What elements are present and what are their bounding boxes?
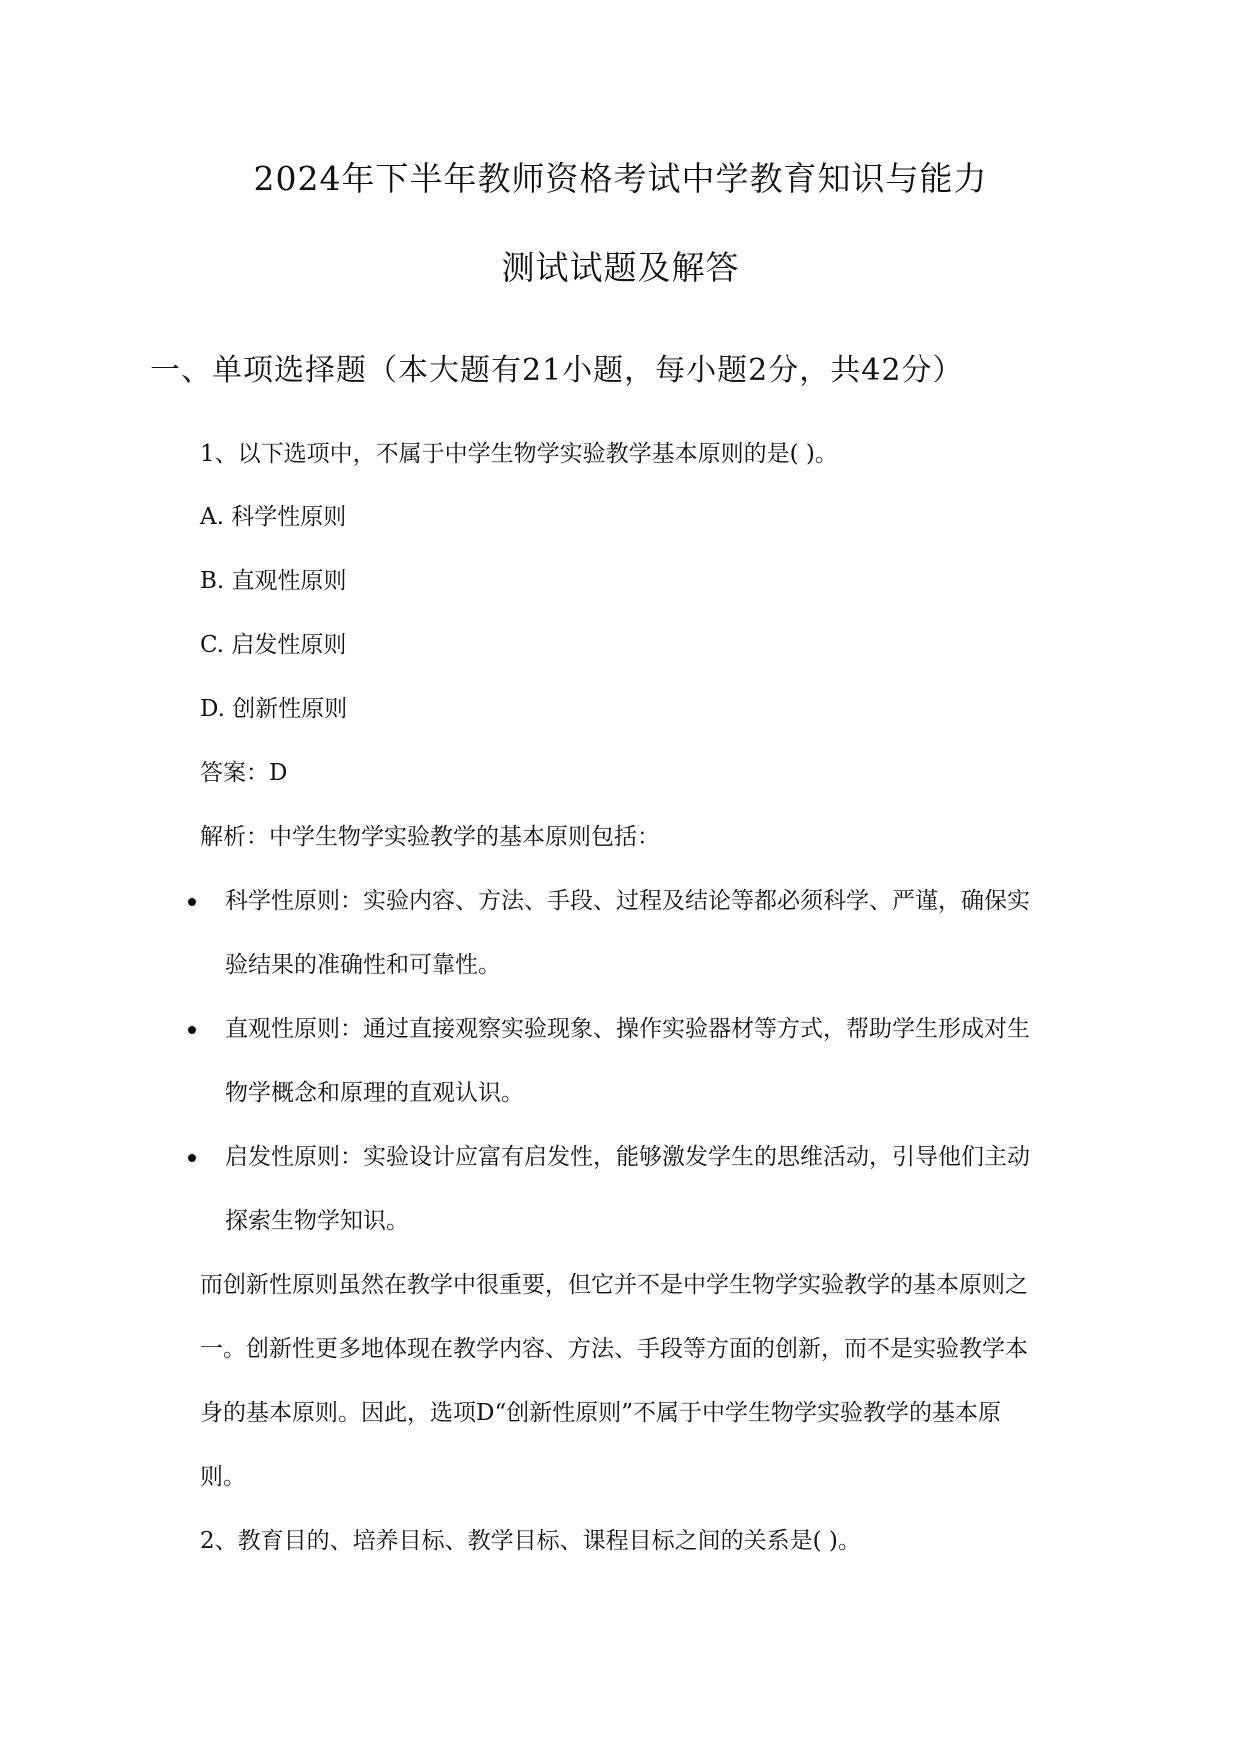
conclusion-line: 而创新性原则虽然在教学中很重要，但它并不是中学生物学实验教学的基本原则之 — [200, 1272, 1028, 1298]
bullet-text-line2: 物学概念和原理的直观认识。 — [225, 1080, 524, 1106]
question-1-stem: 1、以下选项中，不属于中学生物学实验教学基本原则的是( )。 — [200, 441, 838, 467]
answer-text: 答案：D — [200, 760, 288, 786]
option-d: D. 创新性原则 — [200, 696, 348, 722]
bullet-text-line1: 直观性原则：通过直接观察实验现象、操作实验器材等方式，帮助学生形成对生 — [225, 1016, 1030, 1042]
document-title-line1: 2024年下半年教师资格考试中学教育知识与能力 — [253, 159, 988, 198]
option-a: A. 科学性原则 — [200, 504, 347, 530]
bullet-dot-icon — [188, 898, 196, 906]
question-2-stem: 2、教育目的、培养目标、教学目标、课程目标之间的关系是( )。 — [200, 1528, 861, 1554]
document-title-line2: 测试试题及解答 — [501, 248, 740, 287]
option-c: C. 启发性原则 — [200, 632, 347, 658]
conclusion-line: 身的基本原则。因此，选项D“创新性原则”不属于中学生物学实验教学的基本原 — [200, 1400, 1001, 1426]
bullet-text-line2: 验结果的准确性和可靠性。 — [225, 952, 501, 978]
option-b: B. 直观性原则 — [200, 568, 347, 594]
bullet-text-line1: 科学性原则：实验内容、方法、手段、过程及结论等都必须科学、严谨，确保实 — [225, 888, 1030, 914]
bullet-dot-icon — [188, 1154, 196, 1162]
bullet-text-line2: 探索生物学知识。 — [225, 1208, 409, 1234]
bullet-text-line1: 启发性原则：实验设计应富有启发性，能够激发学生的思维活动，引导他们主动 — [225, 1144, 1030, 1170]
conclusion-line: 一。创新性更多地体现在教学内容、方法、手段等方面的创新，而不是实验教学本 — [200, 1336, 1028, 1362]
section-heading: 一、单项选择题（本大题有21小题，每小题2分，共42分） — [150, 353, 964, 388]
conclusion-line: 则。 — [200, 1464, 246, 1490]
bullet-dot-icon — [188, 1026, 196, 1034]
analysis-intro: 解析：中学生物学实验教学的基本原则包括： — [200, 824, 660, 850]
